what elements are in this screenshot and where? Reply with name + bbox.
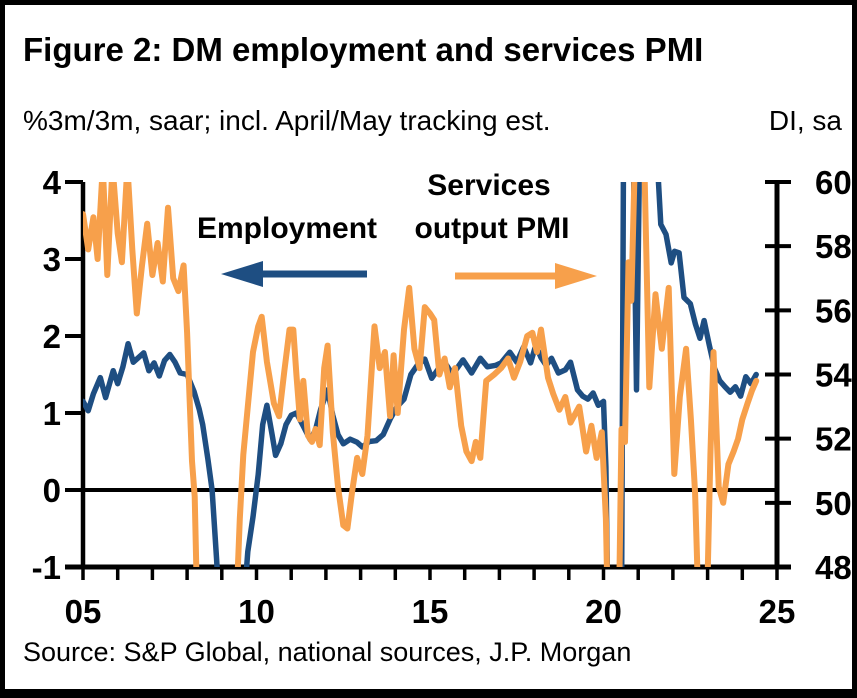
right-axis-tick-label: 54 [815, 356, 852, 394]
left-axis-tick-label: 4 [42, 164, 61, 201]
right-axis-units-label: DI, sa [768, 105, 842, 136]
source-text: Source: S&P Global, national sources, J.P. Morgan [23, 637, 632, 667]
right-arrow-icon [455, 263, 597, 289]
left-axis-units-label: %3m/3m, saar; incl. April/May tracking est. [23, 105, 551, 136]
x-axis-tick-label: 25 [758, 593, 796, 630]
right-axis-tick-label: 56 [815, 292, 852, 330]
left-axis-tick-label: 3 [42, 241, 61, 278]
x-axis-tick-label: 15 [411, 593, 449, 630]
employment-line [83, 128, 756, 621]
left-axis-tick-label: 0 [42, 472, 61, 509]
services-series-label-line1: Services [427, 169, 551, 202]
left-arrow-icon [221, 261, 367, 287]
x-axis-tick-label: 10 [238, 593, 275, 630]
right-axis-tick-label: 52 [815, 420, 852, 458]
series-layer [83, 128, 756, 621]
services-series-label-line2: output PMI [414, 212, 570, 245]
left-axis-tick-label: 2 [42, 318, 61, 355]
right-axis-tick-label: 48 [815, 549, 852, 586]
x-axis-tick-label: 05 [64, 593, 102, 630]
left-axis-tick-label: 1 [42, 395, 61, 432]
x-axis-tick-label: 20 [585, 593, 622, 630]
right-axis-tick-label: 58 [815, 228, 852, 266]
right-axis-tick-label: 60 [815, 164, 852, 201]
right-axis-tick-label: 50 [815, 484, 852, 522]
employment-series-label: Employment [196, 212, 378, 245]
figure-title: Figure 2: DM employment and services PMI [23, 31, 704, 68]
left-axis-tick-label: -1 [31, 549, 61, 586]
